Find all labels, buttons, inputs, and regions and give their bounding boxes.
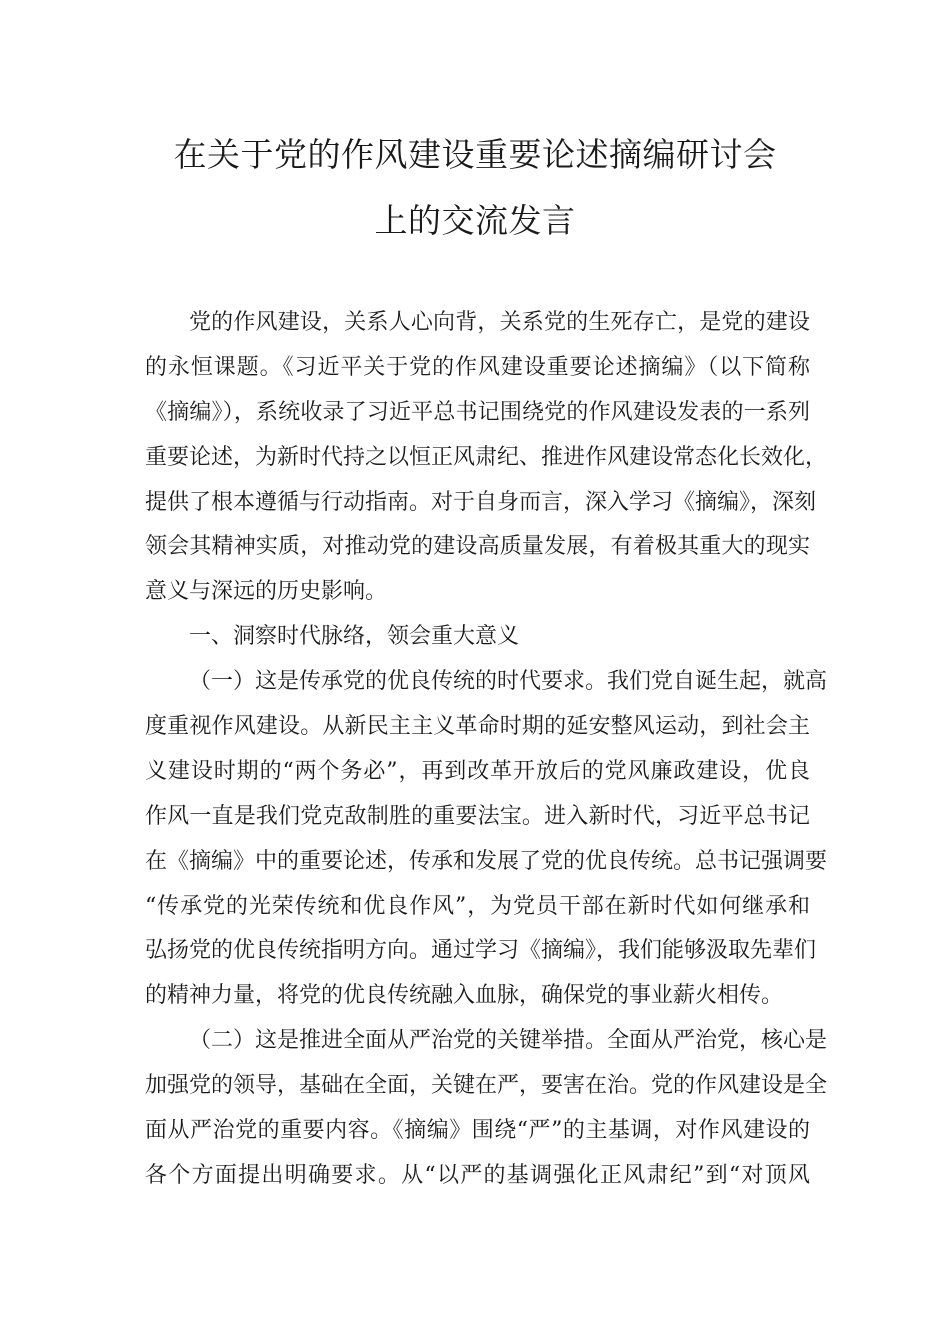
paragraph [145, 662, 828, 1021]
text-line: 提供了根本遵循与行动指南。对于自身而言，深入学习《摘编》，深刻 [145, 489, 817, 515]
text-line: 《摘编》），系统收录了习近平总书记围绕党的作风建设发表的一系列 [145, 399, 810, 425]
section-heading [145, 617, 810, 662]
text-line: 党的作风建设，关系人心向背，关系党的生死存亡，是党的建设 [189, 310, 810, 335]
text-line: 度重视作风建设。从新民主主义革命时期的延安整风运动，到社会主 [145, 714, 810, 740]
text-line: 各个方面提出明确要求。从“以严的基调强化正风肃纪”到“对顶风 [145, 1162, 810, 1188]
document-body [145, 303, 828, 1201]
text-line: 加强党的领导，基础在全面，关键在严，要害在治。党的作风建设是全 [145, 1073, 828, 1099]
text-line: 领会其精神实质，对推动党的建设高质量发展，有着极其重大的现实 [145, 534, 810, 560]
text-line: （二）这是推进全面从严治党的关键举措。全面从严治党，核心是 [189, 1028, 828, 1054]
document-title-line-2: 上的交流发言 [374, 201, 576, 240]
text-line: 作风一直是我们党克敌制胜的重要法宝。进入新时代，习近平总书记 [145, 803, 810, 829]
text-line: 弘扬党的优良传统指明方向。通过学习《摘编》，我们能够汲取先辈们 [145, 938, 817, 964]
paragraph [145, 303, 828, 617]
text-line: （一）这是传承党的优良传统的时代要求。我们党自诞生起，就高 [189, 669, 828, 695]
text-line: 重要论述，为新时代持之以恒正风肃纪、推进作风建设常态化长效化， [145, 444, 828, 470]
text-line: 的永恒课题。《习近平关于党的作风建设重要论述摘编》（以下简称 [145, 354, 810, 380]
document-title-line-1: 在关于党的作风建设重要论述摘编研讨会 [173, 135, 777, 174]
text-line: 在《摘编》中的重要论述，传承和发展了党的优良传统。总书记强调要 [145, 848, 828, 874]
text-line: 面从严治党的重要内容。《摘编》围绕“严”的主基调，对作风建设的 [145, 1118, 810, 1144]
text-line: 义建设时期的“两个务必”，再到改革开放后的党风廉政建设，优良 [145, 758, 810, 784]
text-line: 一、洞察时代脉络，领会重大意义 [189, 624, 520, 650]
text-line: 意义与深远的历史影响。 [145, 579, 388, 605]
text-line: 的精神力量，将党的优良传统融入血脉，确保党的事业薪火相传。 [145, 983, 784, 1009]
paragraph [145, 1021, 828, 1201]
text-line: “传承党的光荣传统和优良作风”，为党员干部在新时代如何继承和 [145, 893, 810, 919]
